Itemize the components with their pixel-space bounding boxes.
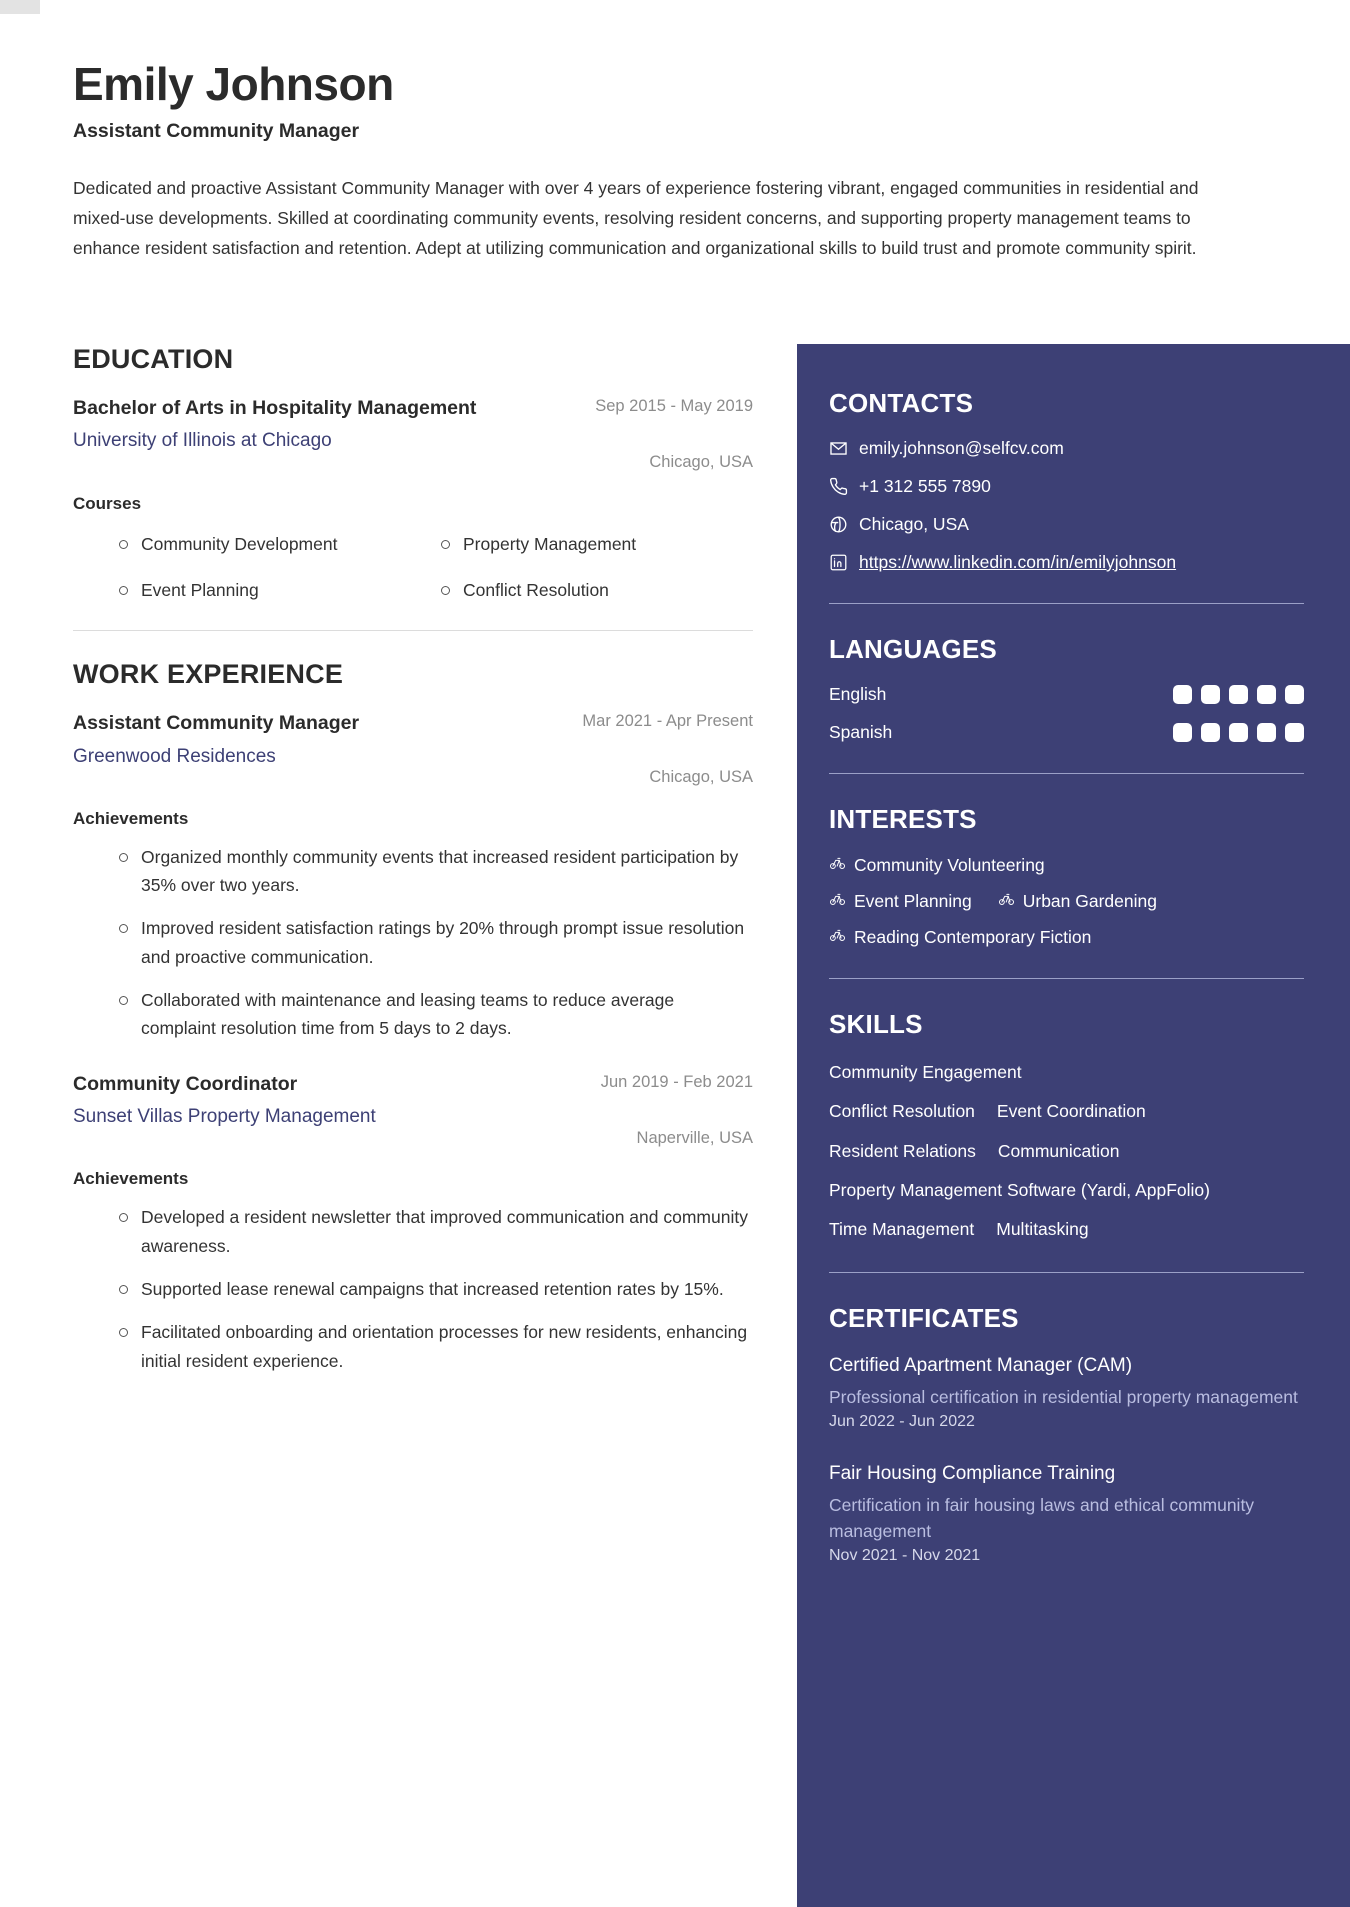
work-entry: [73, 710, 753, 1043]
interest-item: [829, 926, 1091, 948]
interest-item: [829, 854, 1045, 876]
course-item: Event Planning: [119, 576, 431, 604]
interests-section-title: INTERESTS: [829, 804, 977, 834]
job-location: Naperville, USA: [636, 1129, 753, 1148]
achievement-item: Organized monthly community events that increased resident participation by 35% over two years.: [119, 843, 753, 900]
languages-section-title: LANGUAGES: [829, 634, 997, 664]
sidebar-divider: [829, 773, 1304, 774]
level-dot: [1257, 685, 1276, 704]
interest-item: [829, 890, 972, 912]
skill-item: Communication: [997, 1140, 1120, 1161]
linkedin-icon: [829, 553, 848, 572]
work-section-title: WORK EXPERIENCE: [73, 659, 344, 690]
sidebar: [797, 344, 1350, 1907]
education-school: University of Illinois at Chicago: [73, 430, 332, 452]
level-dot: [1201, 723, 1220, 742]
interest-label: Event Planning: [854, 890, 972, 911]
skill-item: Property Management Software (Yardi, AppFolio): [829, 1179, 1210, 1200]
phone-icon: [829, 477, 848, 496]
sidebar-divider: [829, 603, 1304, 604]
achievements-list: [73, 1203, 753, 1375]
bicycle-icon: [998, 890, 1015, 912]
sidebar-divider: [829, 1272, 1304, 1273]
language-level-spanish: [1173, 723, 1304, 742]
contact-location: [829, 514, 1304, 535]
contacts-section-title: CONTACTS: [829, 388, 974, 418]
contact-linkedin[interactable]: [829, 552, 1304, 573]
skills-row: [829, 1138, 1304, 1164]
certificate-entry: [829, 1353, 1304, 1431]
interest-item: [998, 890, 1157, 912]
certificate-entry: [829, 1461, 1304, 1565]
education-degree: Bachelor of Arts in Hospitality Management: [73, 397, 477, 419]
skill-item: Resident Relations: [829, 1140, 976, 1161]
sidebar-divider: [829, 978, 1304, 979]
achievement-item: Improved resident satisfaction ratings by 20% through prompt issue resolution and proactive communication.: [119, 914, 753, 971]
level-dot: [1201, 685, 1220, 704]
language-level-english: [1173, 685, 1304, 704]
level-dot: [1257, 723, 1276, 742]
certificates-section-title: CERTIFICATES: [829, 1303, 1019, 1334]
level-dot: [1229, 723, 1248, 742]
interests-row: [829, 890, 1304, 912]
skills-row: [829, 1216, 1304, 1242]
page-title: Emily Johnson: [73, 58, 394, 110]
course-item: Conflict Resolution: [441, 576, 753, 604]
main-column: [73, 344, 753, 1403]
header-job-title: Assistant Community Manager: [73, 119, 360, 142]
interest-label: Community Volunteering: [854, 854, 1045, 875]
course-item: Community Development: [119, 530, 431, 558]
contacts-section: [829, 388, 1304, 573]
certificate-description: Certification in fair housing laws and ethical community management: [829, 1494, 1255, 1541]
level-dot: [1173, 723, 1192, 742]
achievement-item: Facilitated onboarding and orientation processes for new residents, enhancing initial resident experience.: [119, 1318, 753, 1375]
education-date: Sep 2015 - May 2019: [595, 397, 753, 415]
courses-list: [73, 530, 753, 605]
languages-section: [829, 634, 1304, 743]
skill-item: Community Engagement: [829, 1062, 1022, 1082]
interests-row: [829, 926, 1304, 948]
education-section: [73, 344, 753, 604]
language-row: [829, 684, 1304, 705]
skill-item: Multitasking: [996, 1219, 1089, 1239]
contact-email-value: emily.johnson@selfcv.com: [859, 438, 1064, 458]
level-dot: [1285, 723, 1304, 742]
contact-email: [829, 438, 1304, 459]
job-title: Assistant Community Manager: [73, 712, 360, 735]
skill-item: Conflict Resolution: [829, 1101, 975, 1122]
interest-label: Urban Gardening: [1022, 890, 1157, 911]
education-location: Chicago, USA: [649, 453, 753, 472]
skills-row: [829, 1059, 1304, 1085]
contact-phone-value: +1 312 555 7890: [859, 476, 991, 496]
professional-summary: Dedicated and proactive Assistant Community Manager with over 4 years of experience fostering vibrant, engaged communities in residential and mixed-use developments. Skilled at coordinating community events, resolving resident concerns, and supporting property management teams to enhance resident satisfaction and retention. Adept at utilizing communication and organizational skills to build trust and promote community spirit.: [73, 177, 1199, 259]
work-experience-section: [73, 659, 753, 1375]
bicycle-icon: [829, 890, 846, 912]
page-corner-mark: [0, 0, 40, 14]
envelope-icon: [829, 439, 848, 458]
language-name: English: [829, 684, 887, 704]
education-entry: [73, 395, 753, 604]
job-company: Sunset Villas Property Management: [73, 1106, 376, 1128]
job-date: Jun 2019 - Feb 2021: [600, 1072, 753, 1091]
certificate-date: Nov 2021 - Nov 2021: [829, 1547, 981, 1565]
contact-linkedin-value[interactable]: https://www.linkedin.com/in/emilyjohnson: [859, 552, 1177, 572]
job-company: Greenwood Residences: [73, 745, 276, 767]
language-row: [829, 722, 1304, 743]
contact-location-value: Chicago, USA: [859, 514, 969, 534]
skill-item: Time Management: [829, 1219, 975, 1239]
section-divider: [73, 630, 753, 631]
skills-row: [829, 1098, 1304, 1124]
achievement-item: Developed a resident newsletter that improved communication and community awareness.: [119, 1203, 753, 1260]
job-title: Community Coordinator: [73, 1072, 298, 1095]
certificate-name: Fair Housing Compliance Training: [829, 1463, 1116, 1485]
skills-section: [829, 1009, 1304, 1242]
skills-section-title: SKILLS: [829, 1009, 923, 1039]
achievements-list: [73, 843, 753, 1043]
language-name: Spanish: [829, 722, 893, 742]
skills-row: [829, 1177, 1304, 1203]
bicycle-icon: [829, 926, 846, 948]
resume-body: [0, 344, 1350, 1907]
bicycle-icon: [829, 854, 846, 876]
certificate-date: Jun 2022 - Jun 2022: [829, 1413, 975, 1431]
achievements-label: Achievements: [73, 808, 189, 828]
achievements-label: Achievements: [73, 1169, 189, 1189]
certificate-name: Certified Apartment Manager (CAM): [829, 1355, 1133, 1377]
skill-item: Event Coordination: [996, 1101, 1146, 1122]
course-item: Property Management: [441, 530, 753, 558]
work-entry: [73, 1071, 753, 1375]
interest-label: Reading Contemporary Fiction: [854, 926, 1092, 947]
courses-label: Courses: [73, 493, 142, 513]
level-dot: [1229, 685, 1248, 704]
level-dot: [1173, 685, 1192, 704]
education-section-title: EDUCATION: [73, 344, 234, 374]
job-location: Chicago, USA: [649, 768, 753, 787]
certificate-description: Professional certification in residential property management: [829, 1386, 1298, 1407]
interests-row: [829, 854, 1304, 876]
globe-icon: [829, 515, 848, 534]
job-date: Mar 2021 - Apr Present: [582, 712, 753, 731]
interests-section: [829, 804, 1304, 948]
achievement-item: Supported lease renewal campaigns that increased retention rates by 15%.: [119, 1275, 753, 1303]
level-dot: [1285, 685, 1304, 704]
resume-header: [73, 58, 1273, 263]
achievement-item: Collaborated with maintenance and leasing teams to reduce average complaint resolution time from 5 days to 2 days.: [119, 986, 753, 1043]
certificates-section: [829, 1303, 1304, 1565]
contact-phone: [829, 476, 1304, 497]
